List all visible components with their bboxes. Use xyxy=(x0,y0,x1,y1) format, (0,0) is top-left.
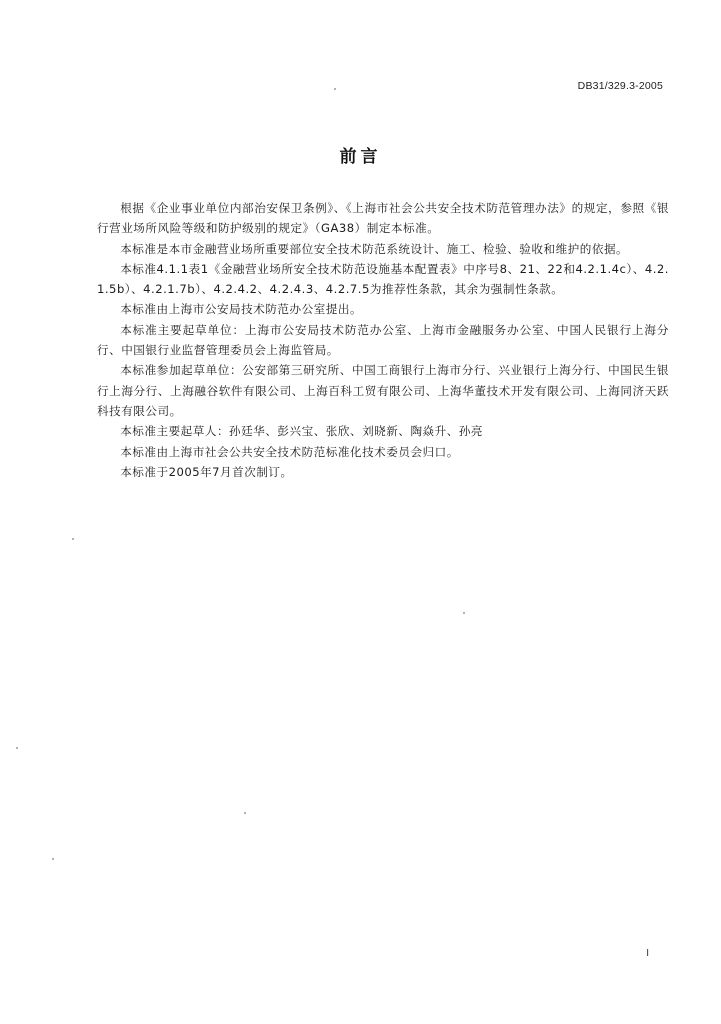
paragraph-first-edition: 本标准于2005年7月首次制订。 xyxy=(120,464,293,479)
page-number: I xyxy=(646,948,649,959)
scan-speck xyxy=(244,812,246,814)
paragraph-recommended-clauses: 本标准4.1.1表1《金融营业场所安全技术防范设施基本配置表》中序号8、21、22和4.2.1.4c）、4.2.1.5b）、4.2.1.7b）、4.2.4.2、4.2.4.3、4.2.7.5为推荐性条款，其余为强制性条款。 xyxy=(97,261,669,297)
paragraph-authors: 本标准主要起草人：孙廷华、彭兴宝、张欣、刘晓新、陶焱升、孙亮 xyxy=(120,424,484,439)
paragraph-centralized-by: 本标准由上海市社会公共安全技术防范标准化技术委员会归口。 xyxy=(120,444,459,459)
scan-speck xyxy=(463,612,465,614)
scan-speck xyxy=(72,538,74,540)
paragraph-basis: 根据《企业事业单位内部治安保卫条例》、《上海市社会公共安全技术防范管理办法》的规定，参照《银行营业场所风险等级和防护级别的规定》（GA38）制定本标准。 xyxy=(97,201,669,236)
paragraph-proposer: 本标准由上海市公安局技术防范办公室提出。 xyxy=(120,302,363,317)
paragraph-participating-drafters: 本标准参加起草单位：公安部第三研究所、中国工商银行上海市分行、兴业银行上海分行、中国民生银行上海分行、上海融谷软件有限公司、上海百科工贸有限公司、上海华董技术开发有限公司、上海同济天跃科技有限公司。 xyxy=(97,363,669,418)
scan-speck xyxy=(334,88,336,90)
page-title: 前言 xyxy=(339,147,382,167)
standard-code: DB31/329.3-2005 xyxy=(577,80,663,92)
foreword-body xyxy=(97,198,669,482)
scan-speck xyxy=(52,858,54,860)
paragraph-scope: 本标准是本市金融营业场所重要部位安全技术防范系统设计、施工、检验、验收和维护的依据。 xyxy=(120,241,629,256)
scan-speck xyxy=(16,747,18,749)
paragraph-main-drafters: 本标准主要起草单位：上海市公安局技术防范办公室、上海市金融服务办公室、中国人民银行上海分行、中国银行业监督管理委员会上海监管局。 xyxy=(97,322,669,358)
